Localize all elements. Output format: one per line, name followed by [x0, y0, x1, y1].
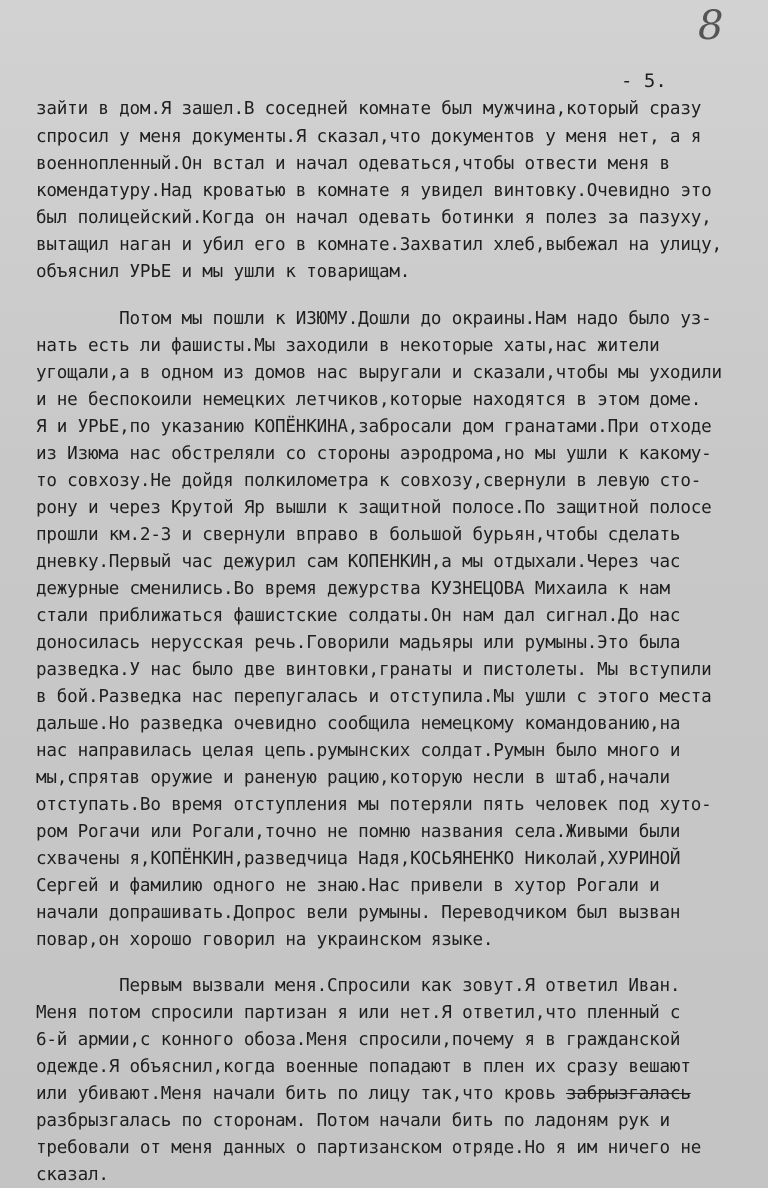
text-line	[36, 1080, 691, 1108]
page-number: - 5.	[621, 70, 667, 92]
text-line: разбрызгалась по сторонам. Потом начали бить по ладоням рук и	[36, 1111, 670, 1131]
text-line: зайти в дом.Я зашел.В соседней комнате был мужчина,который сразу	[36, 99, 702, 119]
text-line: нас направилась целая цепь.румынских солдат.Румын было много и	[36, 741, 681, 761]
text-line: Первым вызвали меня.Спросили как зовут.Я ответил Иван.	[36, 976, 681, 996]
text-line: 6-й армии,с конного обоза.Меня спросили,почему я в гражданской	[36, 1030, 681, 1050]
text-line: рону и через Крутой Яр вышли к защитной полосе.По защитной полосе	[36, 498, 712, 518]
text-line: стали приближаться фашистские солдаты.Он нам дал сигнал.До нас	[36, 606, 681, 626]
text-line: одежде.Я объяснил,когда военные попадают в плен их сразу вешают	[36, 1057, 691, 1077]
text-line: угощали,а в одном из домов нас выругали и сказали,чтобы мы уходили	[36, 363, 722, 383]
text-line: начали допрашивать.Допрос вели румыны. Переводчиком был вызван	[36, 903, 681, 923]
text-line: схвачены я,КОПЁНКИН,разведчица Надя,КОСЬЯНЕНКО Николай,ХУРИНОЙ	[36, 849, 681, 869]
text-line: отступать.Во время отступления мы потеряли пять человек под хуто-	[36, 795, 712, 815]
text-line: был полицейский.Когда он начал одевать ботинки я полез за пазуху,	[36, 208, 712, 228]
folio-number: 8	[698, 3, 724, 49]
text-line: сказал.	[36, 1165, 109, 1185]
text-line: вытащил наган и убил его в комнате.Захватил хлеб,выбежал на улицу,	[36, 235, 722, 255]
text-line: дальше.Но разведка очевидно сообщила немецкому командованию,на	[36, 714, 681, 734]
text-line: то совхозу.Не дойдя полкилометра к совхозу,свернули в левую сто-	[36, 471, 702, 491]
text-line: Сергей и фамилию одного не знаю.Нас привели в хутор Рогали и	[36, 876, 660, 896]
text-line: повар,он хорошо говорил на украинском языке.	[36, 930, 494, 950]
text-line: Я и УРЬЕ,по указанию КОПЁНКИНА,забросали дом гранатами.При отходе	[36, 417, 712, 437]
text-line: Потом мы пошли к ИЗЮМУ.Дошли до окраины.Нам надо было уз-	[36, 309, 712, 329]
text-line: требовали от меня данных о партизанском отряде.Но я им ничего не	[36, 1138, 702, 1158]
text-line: дневку.Первый час дежурил сам КОПЕНКИН,а мы отдыхали.Через час	[36, 552, 681, 572]
text-line: мы,спрятав оружие и раненую рацию,которую несли в штаб,начали	[36, 768, 670, 788]
text-line: Меня потом спросили партизан я или нет.Я ответил,что пленный с	[36, 1003, 681, 1023]
text-line: комендатуру.Над кроватью в комнате я увидел винтовку.Очевидно это	[36, 181, 712, 201]
text-line: объяснил УРЬЕ и мы ушли к товарищам.	[36, 262, 411, 282]
text-line: нать есть ли фашисты.Мы заходили в некоторые хаты,нас жители	[36, 336, 660, 356]
text-line: дежурные сменились.Во время дежурства КУЗНЕЦОВА Михаила к нам	[36, 579, 670, 599]
text-line: в бой.Разведка нас перепугалась и отступила.Мы ушли с этого места	[36, 687, 712, 707]
text-line: разведка.У нас было две винтовки,гранаты и пистолеты. Мы вступили	[36, 660, 712, 680]
text-line: и не беспокоили немецких летчиков,которые находятся в этом доме.	[36, 390, 702, 410]
text-line: доносилась нерусская речь.Говорили мадьяры или румыны.Это была	[36, 633, 681, 653]
text-line: из Изюма нас обстреляли со стороны аэродрома,но мы ушли к какому-	[36, 444, 712, 464]
text-line: ром Рогачи или Рогали,точно не помню названия села.Живыми были	[36, 822, 681, 842]
text-line: прошли км.2-3 и свернули вправо в большой бурьян,чтобы сделать	[36, 525, 681, 545]
text-line-part: или убивают.Меня начали бить по лицу так,что кровь	[36, 1084, 567, 1104]
text-line: спросил у меня документы.Я сказал,что документов у меня нет, а я	[36, 127, 702, 147]
text-line: военнопленный.Он встал и начал одеваться,чтобы отвести меня в	[36, 154, 670, 174]
struck-word: забрызгалась	[566, 1084, 691, 1104]
